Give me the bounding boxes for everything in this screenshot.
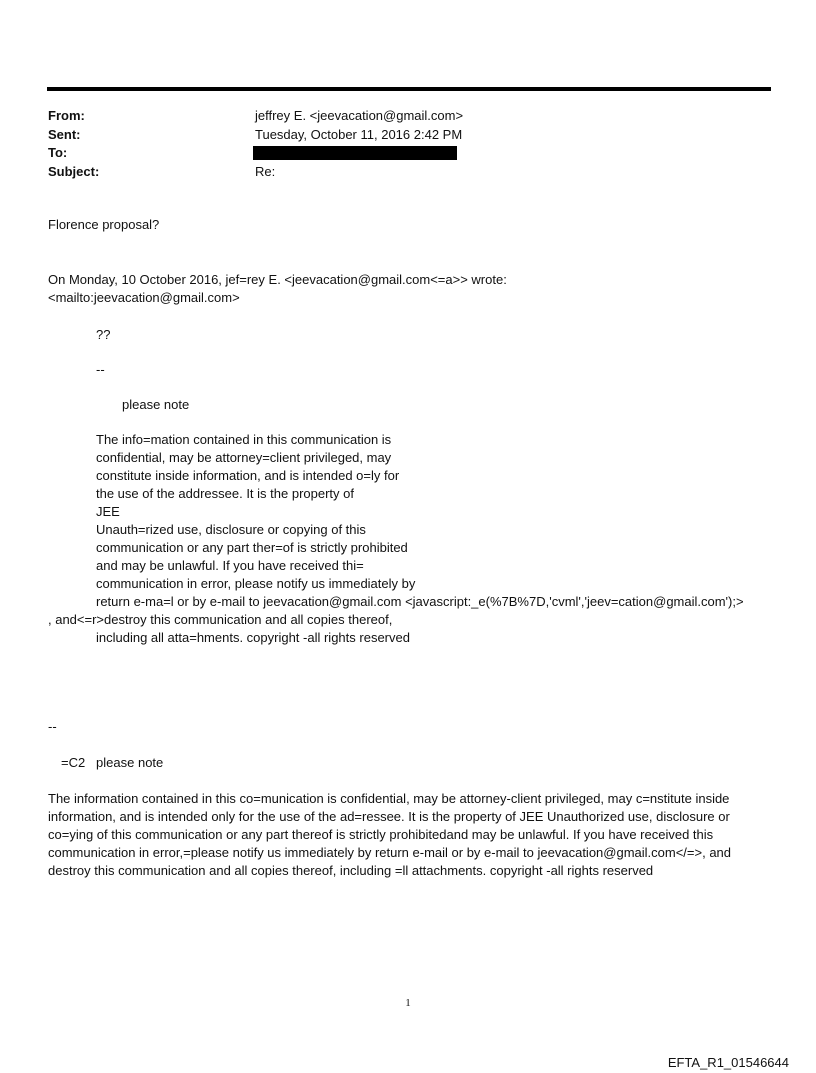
signature-dashes: --	[48, 719, 57, 734]
final-disclaimer-line: destroy this communication and all copies thereof, including =ll attachments. copyright -all rights reserved	[48, 863, 654, 878]
disclaimer-line: constitute inside information, and is intended o=ly for	[96, 468, 400, 483]
quoted-please-note: please note	[122, 397, 190, 412]
from-label: From:	[48, 108, 85, 123]
quote-intro-mailto: <mailto:jeevacation@gmail.com>	[48, 290, 240, 305]
quoted-sig-dashes: --	[96, 362, 105, 377]
disclaimer-last: including all atta=hments. copyright -all rights reserved	[96, 630, 410, 645]
disclaimer-line: The info=mation contained in this communication is	[96, 432, 392, 447]
quote-intro-line: On Monday, 10 October 2016, jef=rey E. <jeevacation@gmail.com<=a>> wrote:	[48, 272, 507, 287]
page-number: 1	[405, 997, 411, 1009]
final-disclaimer	[48, 790, 731, 880]
signature-please-note: =C2 please note	[61, 755, 164, 770]
disclaimer-line: the use of the addressee. It is the property of	[96, 486, 354, 501]
disclaimer-line: Unauth=rized use, disclosure or copying of this	[96, 522, 366, 537]
quoted-question: ??	[96, 327, 111, 342]
redaction-box	[253, 146, 457, 160]
disclaimer-tail: , and<=r>destroy this communication and all copies thereof,	[48, 612, 393, 627]
from-value: jeffrey E. <jeevacation@gmail.com>	[255, 108, 464, 123]
disclaimer-line: communication in error, please notify us immediately by	[96, 576, 416, 591]
subject-label: Subject:	[48, 163, 100, 179]
subject-value: Re:	[255, 163, 276, 179]
final-disclaimer-line: information, and is intended only for the use of the ad=ressee. It is the property of JEE Unauthorized use, disclosure or	[48, 809, 730, 824]
final-disclaimer-line: The information contained in this co=munication is confidential, may be attorney-client privileged, may c=nstitute inside	[48, 791, 730, 806]
disclaimer-line: confidential, may be attorney=client privileged, may	[96, 450, 392, 465]
quoted-disclaimer	[96, 431, 744, 611]
disclaimer-line: communication or any part ther=of is strictly prohibited	[96, 540, 408, 555]
to-label: To:	[48, 145, 68, 160]
opening-line: Florence proposal?	[48, 217, 160, 232]
final-disclaimer-line: communication in error,=please notify us immediately by return e-mail or by e-mail to jeevacation@gmail.com</=>, and	[48, 845, 732, 860]
disclaimer-line: and may be unlawful. If you have received thi=	[96, 558, 364, 573]
document-id: EFTA_R1_01546644	[667, 1055, 789, 1070]
header-rule	[47, 87, 771, 91]
sent-value: Tuesday, October 11, 2016 2:42 PM	[255, 126, 463, 142]
quote-intro	[48, 271, 507, 307]
disclaimer-line: JEE	[96, 504, 120, 519]
disclaimer-line: return e-ma=l or by e-mail to jeevacation@gmail.com <javascript:_e(%7B%7D,'cvml','jeev=cation@gmail.com');>	[96, 594, 744, 609]
final-disclaimer-line: co=ying of this communication or any part thereof is strictly prohibitedand may be unlawful. If you have received this	[48, 827, 714, 842]
sent-label: Sent:	[48, 126, 81, 142]
